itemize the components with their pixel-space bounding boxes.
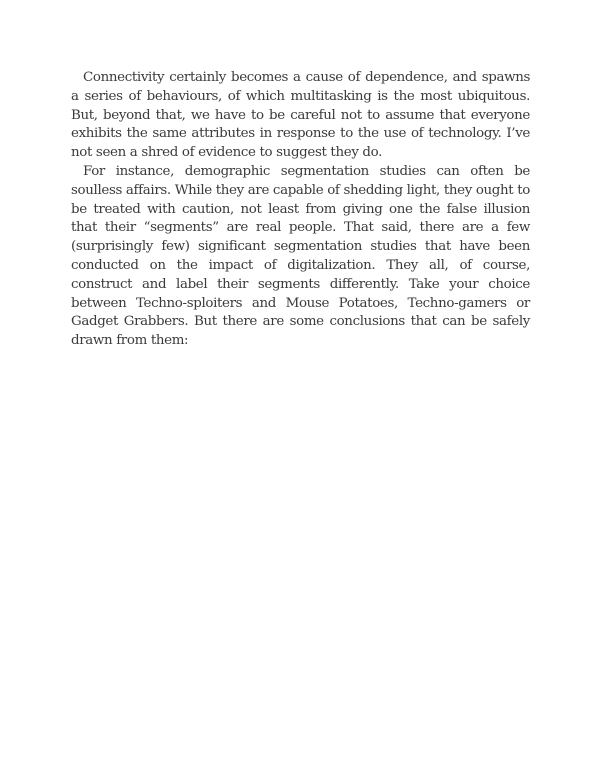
paragraph-segmentation: For instance, demographic segmentation studies can often be soulless affairs. While they are capable of shedding light, they ought to be treated with caution, not least from giving one the false illusion that their “segments” are real people. That said, there are a few (surprisingly few) significant segmentation studies that have been conducted on the impact of digitalization. They all, of course, construct and label their segments differently. Take your choice between Techno-sploiters and Mouse Potatoes, Techno-gamers or Gadget Grabbers. But there are some conclusions that can be safely drawn from them:: [71, 163, 530, 349]
paragraph-connectivity: Connectivity certainly becomes a cause of dependence, and spawns a series of behaviours, of which multitasking is the most ubiquitous. But, beyond that, we have to be careful not to assume that everyone exhibits the same attributes in response to the use of technology. I’ve not seen a shred of evidence to suggest they do.: [71, 70, 530, 161]
body-text: [71, 69, 530, 351]
